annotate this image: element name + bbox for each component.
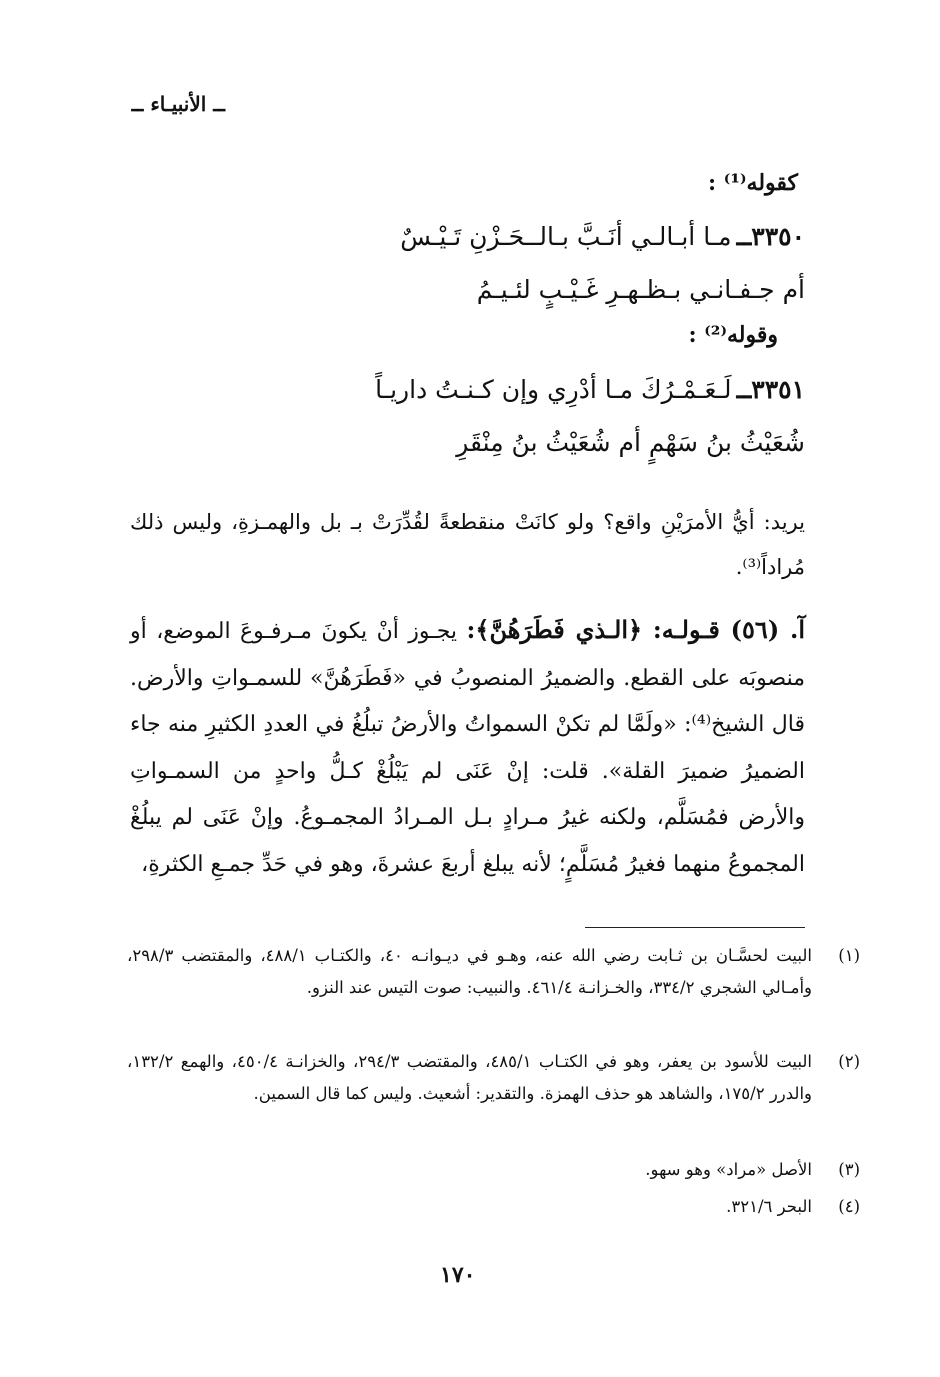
verse-intro-2: وقوله⁽²⁾ : <box>688 322 778 348</box>
footnote-1 <box>127 940 860 1003</box>
commentary-text: يجـوز أنْ يكونَ مـرفـوعَ الموضع، أو منصوبَه على القطع. والضميرُ المنصوبُ في «فَطَرَهُنَّ» للسمـواتِ والأرض. قال الشيخ⁽⁴⁾: «ولَمَّا لم تكنْ السمواتُ والأرضُ تبلُغُ في العددِ الكثيرِ منه جاء الضميرُ ضميرَ القلة». قلت: إنْ عَنَى لم يَبْلُغْ كـلُّ واحدٍ من السمـواتِ والأرض فمُسَلَّم، ولكنه غيرُ مـرادٍ بـل المـرادُ المجمـوعُ. وإنْ عَنَى لم يبلُغْ المجموعُ منهما فغيرُ مُسَلَّمٍ؛ لأنه يبلغ أربعَ عشرةَ، وهو في حَدِّ جمـعِ الكثرةِ، <box>130 619 805 877</box>
footnote-2 <box>127 1046 860 1109</box>
footnote-number: (٤) <box>838 1197 860 1216</box>
footnote-4 <box>127 1191 860 1223</box>
verse-reference-label: آ. (٥٦) قـولـه: ﴿الـذي فَطَرَهُنَّ﴾: <box>466 615 806 644</box>
commentary-paragraph-1: يريد: أيُّ الأمرَيْنِ واقع؟ ولو كانَتْ منقطعةً لقُدِّرَتْ بـ بل والهمـزةِ، وليس ذلك مُراداً⁽³⁾. <box>130 510 805 579</box>
verse-number: ٣٣٥٠ــ <box>736 222 805 251</box>
footnote-number: (٣) <box>838 1160 860 1179</box>
footnote-separator <box>585 927 805 928</box>
verse-3350-line-1 <box>400 222 805 251</box>
page-number: ١٧٠ <box>440 1262 476 1288</box>
verse-3350-line-2: أم جـفـانـي بـظـهـرِ غَـيْـبٍ لئـيـمُ <box>476 275 805 304</box>
footnote-3 <box>127 1154 860 1186</box>
verse-hemistich: مـا أبـالـي أنَـبَّ بـالــحَـزْنِ تَـيْـسٌ <box>400 222 732 251</box>
verse-hemistich: لَـعَـمْـرُكَ مـا أدْرِي وإن كـنـتُ داريـاً <box>375 375 732 404</box>
footnote-number: (١) <box>838 946 860 965</box>
verse-number: ٣٣٥١ــ <box>736 375 805 404</box>
footnote-number: (٢) <box>838 1052 860 1071</box>
verse-3351-line-1 <box>375 375 805 404</box>
footnote-text: البحر ٣٢١/٦. <box>726 1197 812 1216</box>
footnote-text: البيت لحسَّـان بن ثـابت رضي الله عنه، وهـو في ديـوانـه ٤٠، والكتـاب ٤٨٨/١، والمقتضب ٢٩٨/٣، وأمـالي الشجري ٣٣٤/٢، والخـزانـة ٤٦١/٤. والنبيب: صوت التيس عند النزو. <box>127 946 812 997</box>
commentary-paragraph-2 <box>130 607 805 888</box>
verse-intro-1: كقوله⁽¹⁾ : <box>707 170 798 196</box>
running-header: ــ الأنبيـاء ــ <box>131 92 225 116</box>
footnote-text: الأصل «مراد» وهو سهو. <box>645 1160 812 1179</box>
footnote-text: البيت للأسود بن يعفر، وهو في الكتـاب ٤٨٥/١، والمقتضب ٢٩٤/٣، والخزانـة ٤٥٠/٤، والهمع ١٣٢/٢، والدرر ١٧٥/٢، والشاهد هو حذف الهمزة. والتقدير: أشعيث. وليس كما قال السمين. <box>127 1052 813 1103</box>
verse-3351-line-2: شُعَيْثُ بنُ سَهْمٍ أم شُعَيْثُ بنُ مِنْقَرِ <box>456 428 805 457</box>
